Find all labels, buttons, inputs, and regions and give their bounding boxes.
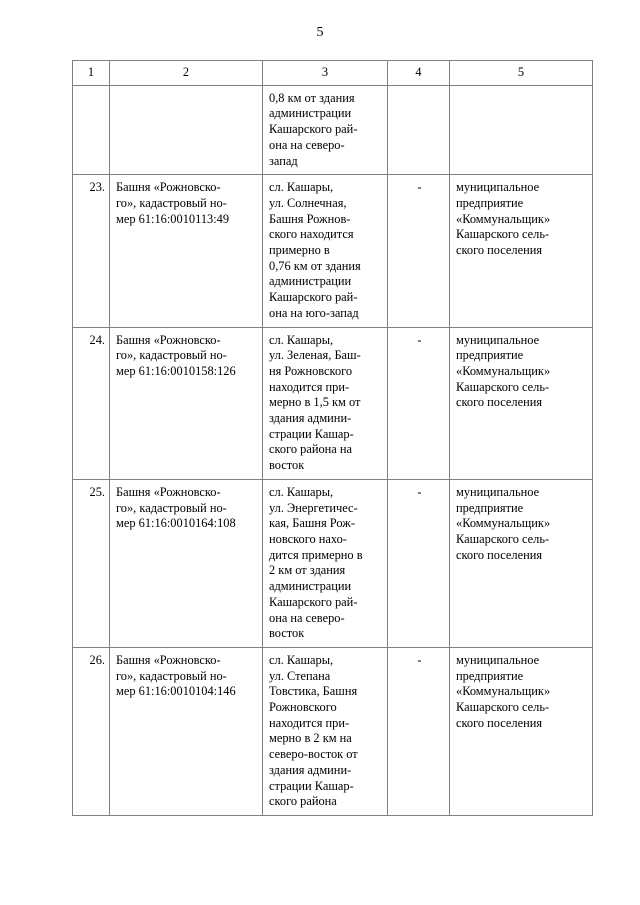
location-cell (263, 175, 388, 327)
continuation-col3 (263, 85, 388, 175)
text-line: администрации (269, 579, 352, 594)
text-line: ня Рожновского (269, 363, 353, 378)
text-line: Кашарского сель- (456, 700, 550, 715)
col4-cell: - (388, 479, 450, 647)
text-line: ского района на (269, 442, 353, 457)
text-line: «Коммунальщик» (456, 211, 551, 226)
text-line: Башня «Рожновско- (116, 652, 221, 667)
text-line: ского района (269, 794, 337, 809)
text-line: Башня «Рожновско- (116, 180, 221, 195)
header-col-5: 5 (450, 61, 593, 86)
text-line: Товстика, Башня (269, 684, 358, 699)
text-line: ул. Энергетичес- (269, 500, 358, 515)
text-line: 2 км от здания (269, 563, 346, 578)
continuation-col5 (450, 85, 593, 175)
col4-cell: - (388, 175, 450, 327)
object-name-cell (110, 175, 263, 327)
text-line: предприятие (456, 500, 524, 515)
text-line: здания админи- (269, 762, 352, 777)
location-cell (263, 479, 388, 647)
continuation-num (73, 85, 110, 175)
text-line: го», кадастровый но- (116, 668, 227, 683)
text-line: муниципальное (456, 652, 540, 667)
text-line: предприятие (456, 195, 524, 210)
text-line: Башня «Рожновско- (116, 332, 221, 347)
text-line: ул. Зеленая, Баш- (269, 348, 361, 363)
text-line: ского поселения (456, 547, 543, 562)
text-line: мер 61:16:0010164:108 (116, 516, 236, 531)
text-line: ул. Степана (269, 668, 331, 683)
location-cell (263, 647, 388, 815)
text-line: страции Кашар- (269, 778, 354, 793)
text-line: администрации (269, 274, 352, 289)
text-line: страции Кашар- (269, 426, 354, 441)
continuation-col4 (388, 85, 450, 175)
registry-table (72, 60, 593, 816)
text-line: ского поселения (456, 395, 543, 410)
text-line: Башня «Рожновско- (116, 484, 221, 499)
object-name-cell (110, 479, 263, 647)
holder-cell (450, 327, 593, 479)
text-line: ского поселения (456, 715, 543, 730)
text-line: сл. Кашары, (269, 652, 334, 667)
text-line: находится при- (269, 379, 350, 394)
text-line: восток (269, 458, 305, 473)
text-line: мер 61:16:0010113:49 (116, 211, 230, 226)
text-line: примерно в (269, 243, 330, 258)
header-col-4: 4 (388, 61, 450, 86)
text-line: «Коммунальщик» (456, 363, 551, 378)
header-col-2: 2 (110, 61, 263, 86)
text-line: Кашарского сель- (456, 227, 550, 242)
text-line: она на юго-запад (269, 305, 359, 320)
holder-cell (450, 175, 593, 327)
text-line: ул. Солнечная, (269, 195, 347, 210)
table-row (73, 479, 593, 647)
text-line: восток (269, 626, 305, 641)
col4-cell: - (388, 647, 450, 815)
text-line: ского поселения (456, 243, 543, 258)
text-line: «Коммунальщик» (456, 516, 551, 531)
text-line: предприятие (456, 668, 524, 683)
text-line: здания админи- (269, 411, 352, 426)
text-line: муниципальное (456, 180, 540, 195)
text-line: запад (269, 153, 298, 168)
page-number: 5 (316, 25, 324, 40)
text-line: муниципальное (456, 484, 540, 499)
text-line: Рожновского (269, 700, 337, 715)
text-line: мерно в 2 км на (269, 731, 352, 746)
text-line: го», кадастровый но- (116, 195, 227, 210)
text-line: кая, Башня Рож- (269, 516, 355, 531)
holder-cell (450, 647, 593, 815)
continuation-row (73, 85, 593, 175)
text-line: мер 61:16:0010104:146 (116, 684, 236, 699)
text-line: го», кадастровый но- (116, 348, 227, 363)
row-number: 24. (73, 327, 110, 479)
table-row (73, 327, 593, 479)
holder-cell (450, 479, 593, 647)
object-name-cell (110, 647, 263, 815)
text-line: администрации (269, 106, 352, 121)
text-line: Кашарского рай- (269, 594, 358, 609)
text-line: 0,8 км от здания (269, 90, 355, 105)
header-row (73, 61, 593, 86)
text-line: она на северо- (269, 610, 345, 625)
text-line: мер 61:16:0010158:126 (116, 363, 236, 378)
table-row (73, 175, 593, 327)
text-line: сл. Кашары, (269, 484, 334, 499)
header-col-3: 3 (263, 61, 388, 86)
row-number: 25. (73, 479, 110, 647)
text-line: Кашарского рай- (269, 122, 358, 137)
text-line: Башня Рожнов- (269, 211, 351, 226)
text-line: она на северо- (269, 137, 345, 152)
text-line: ского находится (269, 227, 354, 242)
text-line: дится примерно в (269, 547, 363, 562)
text-line: муниципальное (456, 332, 540, 347)
text-line: Кашарского рай- (269, 290, 358, 305)
row-number: 26. (73, 647, 110, 815)
text-line: го», кадастровый но- (116, 500, 227, 515)
table-row (73, 647, 593, 815)
row-number: 23. (73, 175, 110, 327)
text-line: Кашарского сель- (456, 531, 550, 546)
object-name-cell (110, 327, 263, 479)
text-line: сл. Кашары, (269, 332, 334, 347)
text-line: Кашарского сель- (456, 379, 550, 394)
location-cell (263, 327, 388, 479)
continuation-col2 (110, 85, 263, 175)
text-line: 0,76 км от здания (269, 258, 361, 273)
text-line: северо-восток от (269, 747, 358, 762)
col4-cell: - (388, 327, 450, 479)
text-line: мерно в 1,5 км от (269, 395, 361, 410)
text-line: предприятие (456, 348, 524, 363)
text-line: новского нахо- (269, 531, 347, 546)
text-line: находится при- (269, 715, 350, 730)
header-col-1: 1 (73, 61, 110, 86)
text-line: сл. Кашары, (269, 180, 334, 195)
text-line: «Коммунальщик» (456, 684, 551, 699)
